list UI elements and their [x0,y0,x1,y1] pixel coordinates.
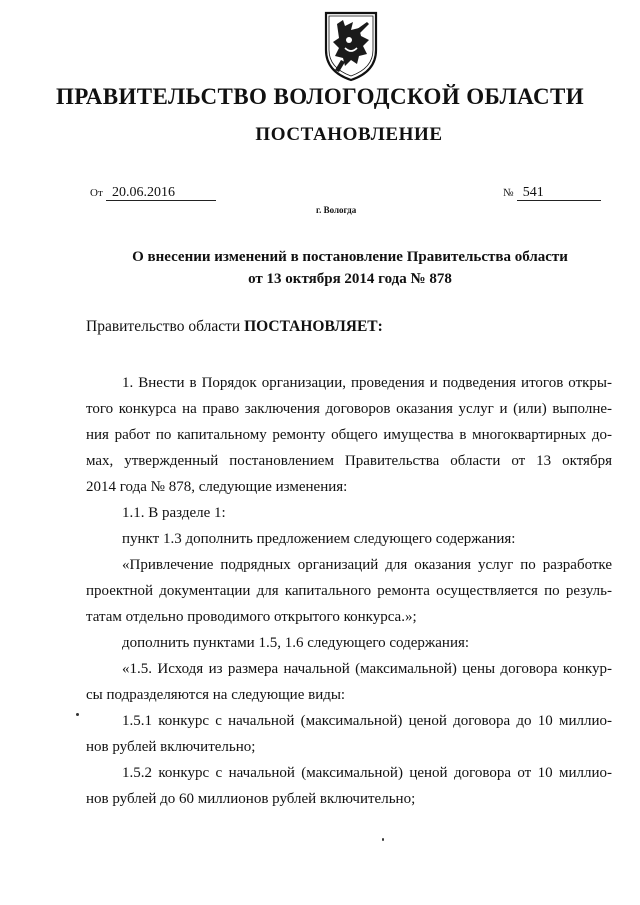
document-body [86,370,612,812]
body-line: сы подразделяются на следующие виды: [86,687,346,703]
body-line: 2014 года № 878, следующие изменения: [86,479,348,495]
coat-of-arms-icon [323,10,379,82]
city-label: г. Вологда [316,205,357,215]
body-line: того конкурса на право заключения договоров оказания услуг и (или) выполне- [86,401,612,417]
body-line: 1.1. В разделе 1: [122,505,226,521]
number-value: 541 [517,185,601,201]
body-line: «Привлечение подрядных организаций для оказания услуг по разработке [122,557,612,573]
number-field [503,184,601,201]
body-line: 1.5.2 конкурс с начальной (максимальной) ценой договора от 10 миллио- [122,765,612,781]
scan-speck [382,838,384,841]
body-line: нов рублей включительно; [86,739,256,755]
scan-speck [76,713,79,716]
body-line: 1.5.1 конкурс с начальной (максимальной) ценой договора до 10 миллио- [122,713,612,729]
subject-line: О внесении изменений в постановление Правительства области [132,249,568,265]
subject-line: от 13 октября 2014 года № 878 [248,271,452,287]
body-line: мах, утвержденный постановлением Правительства области от 13 октября [86,453,612,469]
body-line: нов рублей до 60 миллионов рублей включительно; [86,791,416,807]
preamble-bold: ПОСТАНОВЛЯЕТ: [244,318,383,335]
preamble-text: Правительство области [86,318,245,335]
body-line: ния работ по капитальному ремонту общего имущества в многоквартирных до- [86,427,612,443]
body-line: проектной документации для капитального ремонта осуществляется по резуль- [86,583,612,599]
body-line: «1.5. Исходя из размера начальной (максимальной) цены договора конкур- [122,661,612,677]
body-line: татам отдельно проводимого открытого конкурса.»; [86,609,417,625]
body-line: пункт 1.3 дополнить предложением следующего содержания: [122,531,516,547]
government-title: ПРАВИТЕЛЬСТВО ВОЛОГОДСКОЙ ОБЛАСТИ [55,84,585,109]
body-line: 1. Внести в Порядок организации, проведения и подведения итогов откры- [122,375,612,391]
preamble [86,318,383,336]
document-subject [0,246,640,290]
date-field [90,184,216,201]
body-line: дополнить пунктами 1.5, 1.6 следующего содержания: [122,635,470,651]
number-label: № [503,187,514,199]
date-label: От [90,187,103,199]
document-type: ПОСТАНОВЛЕНИЕ [255,124,443,145]
date-value: 20.06.2016 [106,185,216,201]
